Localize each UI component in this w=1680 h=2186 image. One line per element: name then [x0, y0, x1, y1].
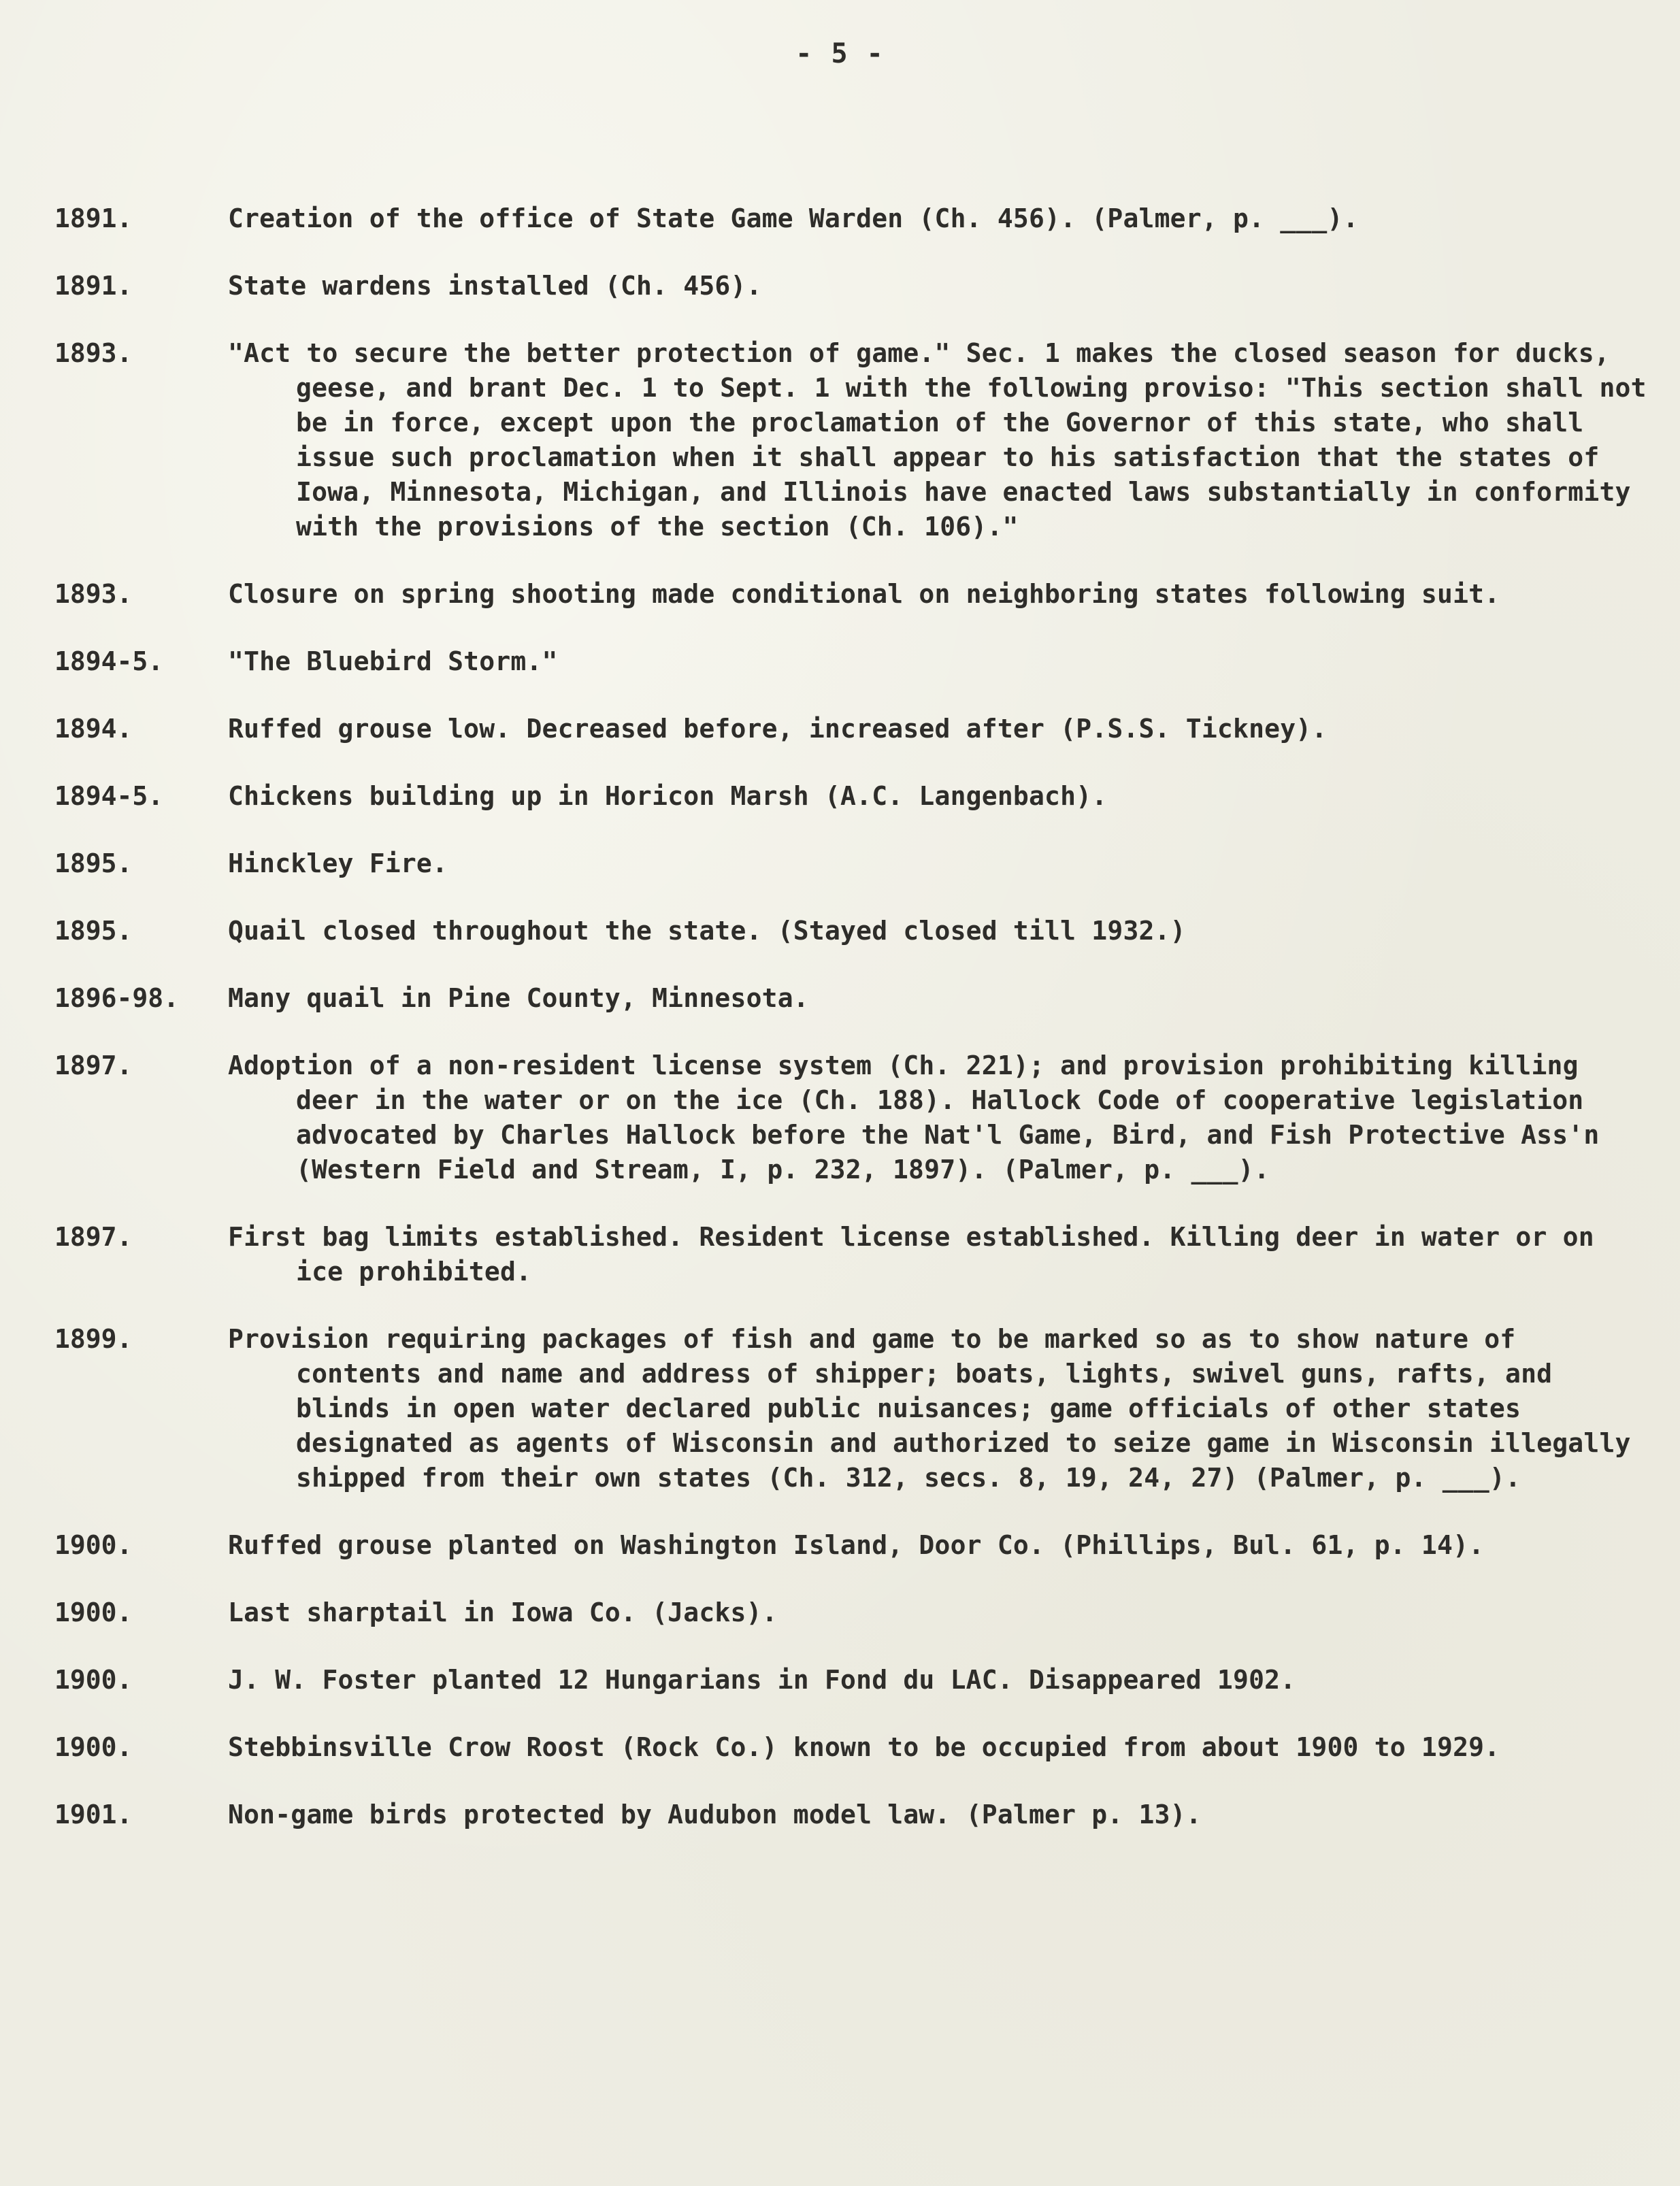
- entry-text: State wardens installed (Ch. 456).: [228, 271, 762, 301]
- entry-year: 1896-98.: [54, 983, 180, 1013]
- entry-year: 1895.: [54, 848, 133, 878]
- entry-text: Closure on spring shooting made conditional on neighboring states following suit.: [228, 579, 1500, 609]
- entry-year: 1900.: [54, 1530, 133, 1560]
- chronology-entry: [54, 336, 1662, 544]
- chronology-list: [54, 201, 1662, 1865]
- chronology-entry: [54, 201, 1647, 236]
- entry-text: Last sharptail in Iowa Co. (Jacks).: [228, 1597, 778, 1627]
- page-number: - 5 -: [795, 38, 885, 69]
- chronology-entry: [54, 1528, 1647, 1563]
- entry-year: 1901.: [54, 1800, 133, 1829]
- entry-text: First bag limits established. Resident license established. Killing deer in water or on ice prohibited.: [228, 1222, 1610, 1287]
- entry-text: "Act to secure the better protection of game." Sec. 1 makes the closed season for ducks, geese, and brant Dec. 1 to Sept. 1 with the following proviso: "This section shall not be in force, except upon the proclamation of the Governor of this state, who shall issue such proclamation when it shall appear to his satisfaction that the states of Iowa, Minnesota, Michigan, and Illinois have enacted laws substantially in conformity with the provisions of the section (Ch. 106).": [228, 338, 1662, 542]
- chronology-entry: [54, 1048, 1647, 1187]
- entry-year: 1891.: [54, 203, 133, 233]
- entry-year: 1900.: [54, 1732, 133, 1762]
- entry-year: 1894-5.: [54, 781, 164, 811]
- chronology-entry: [54, 1798, 1647, 1832]
- entry-text: Adoption of a non-resident license system (Ch. 221); and provision prohibiting killing deer in the water or on the ice (Ch. 188). Hallock Code of cooperative legislation advocated by Charles Hallock before the Nat'l Game, Bird, and Fish Protective Ass'n (Western Field and Stream, I, p. 232, 1897). (Palmer, p. ___).: [228, 1050, 1615, 1185]
- chronology-entry: [54, 269, 1647, 303]
- entry-year: 1894-5.: [54, 646, 164, 676]
- chronology-entry: [54, 779, 1647, 814]
- entry-text: Hinckley Fire.: [228, 848, 448, 878]
- entry-text: Provision requiring packages of fish and game to be marked so as to show nature of contents and name and address of shipper; boats, lights, swivel guns, rafts, and blinds in open water declared public nuisances; game officials of other states designated as agents of Wisconsin and authorized to seize game in Wisconsin illegally shipped from their own states (Ch. 312, secs. 8, 19, 24, 27) (Palmer, p. ___).: [228, 1324, 1647, 1493]
- chronology-entry: [54, 1220, 1647, 1289]
- entry-text: Non-game birds protected by Audubon model law. (Palmer p. 13).: [228, 1800, 1202, 1829]
- entry-text: Creation of the office of State Game Warden (Ch. 456). (Palmer, p. ___).: [228, 203, 1359, 233]
- chronology-entry: [54, 644, 1647, 679]
- entry-text: Many quail in Pine County, Minnesota.: [228, 983, 809, 1013]
- chronology-entry: [54, 981, 1647, 1016]
- entry-year: 1895.: [54, 916, 133, 946]
- chronology-entry: [54, 1322, 1647, 1495]
- entry-year: 1891.: [54, 271, 133, 301]
- entry-year: 1897.: [54, 1222, 133, 1252]
- entry-text: Ruffed grouse low. Decreased before, increased after (P.S.S. Tickney).: [228, 714, 1328, 744]
- chronology-entry: [54, 577, 1647, 612]
- entry-year: 1894.: [54, 714, 133, 744]
- entry-text: Chickens building up in Horicon Marsh (A.C. Langenbach).: [228, 781, 1108, 811]
- entry-year: 1893.: [54, 338, 133, 368]
- entry-year: 1900.: [54, 1597, 133, 1627]
- chronology-entry: [54, 914, 1647, 948]
- entry-year: 1900.: [54, 1665, 133, 1695]
- entry-text: Quail closed throughout the state. (Stayed closed till 1932.): [228, 916, 1186, 946]
- entry-text: Ruffed grouse planted on Washington Island, Door Co. (Phillips, Bul. 61, p. 14).: [228, 1530, 1485, 1560]
- chronology-entry: [54, 846, 1647, 881]
- entry-text: J. W. Foster planted 12 Hungarians in Fond du LAC. Disappeared 1902.: [228, 1665, 1296, 1695]
- entry-text: Stebbinsville Crow Roost (Rock Co.) known to be occupied from about 1900 to 1929.: [228, 1732, 1500, 1762]
- chronology-entry: [54, 1663, 1647, 1698]
- entry-year: 1899.: [54, 1324, 133, 1354]
- entry-year: 1893.: [54, 579, 133, 609]
- chronology-entry: [54, 1595, 1647, 1630]
- chronology-entry: [54, 1730, 1647, 1765]
- entry-text: "The Bluebird Storm.": [228, 646, 558, 676]
- chronology-entry: [54, 712, 1647, 746]
- entry-year: 1897.: [54, 1050, 133, 1080]
